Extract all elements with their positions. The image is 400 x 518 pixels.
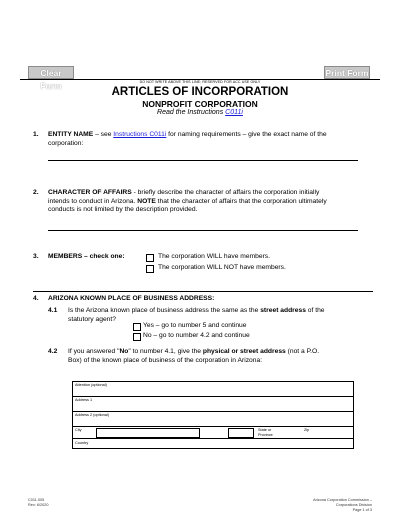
item4-label: ARIZONA KNOWN PLACE OF BUSINESS ADDRESS: (48, 295, 215, 302)
q41-no-label: No – go to number 4.2 and continue (143, 332, 250, 339)
city-field[interactable] (96, 428, 200, 438)
reserved-notice: DO NOT WRITE ABOVE THIS LINE; RESERVED FOR ACC USE ONLY (139, 80, 261, 84)
clear-form-button[interactable]: Clear Form (28, 66, 74, 79)
state-field[interactable] (228, 428, 254, 438)
item1-text: ENTITY NAME – see Instructions C011i for naming requirements – give the exact name of the corporation: (48, 131, 327, 147)
q41-number: 4.1 (48, 307, 58, 314)
item2-number: 2. (33, 189, 39, 196)
section-divider (33, 291, 373, 292)
q41-text: Is the Arizona known place of business address the same as the street address of the statutory agent? (68, 307, 325, 323)
members-will-not-label: The corporation WILL NOT have members. (158, 264, 286, 271)
zip-label: Zip (304, 428, 310, 432)
item4-number: 4. (33, 295, 39, 302)
q41-no-checkbox[interactable] (133, 333, 141, 341)
page-subtitle: NONPROFIT CORPORATION (142, 99, 258, 109)
item2-text: CHARACTER OF AFFAIRS - briefly describe the character of affairs the corporation initially intends to conduct in Arizona. NOTE that the character of affairs that the corporation ultimately conducts is not limited by the description provided. (48, 189, 327, 214)
country-field[interactable] (96, 439, 352, 448)
address2-label: Address 2 (optional) (75, 413, 109, 417)
character-of-affairs-field[interactable] (48, 230, 358, 231)
q42-number: 4.2 (48, 348, 58, 355)
footer-agency: Arizona Corporation Commission – Corporations Division Page 1 of 3 (313, 498, 372, 512)
page-title: ARTICLES OF INCORPORATION (111, 86, 289, 98)
instructions-c011i-link[interactable]: Instructions C011i (113, 131, 167, 138)
instructions-link[interactable]: C011i (225, 109, 243, 116)
address2-field[interactable] (72, 411, 354, 426)
state-label: State or Province (258, 428, 273, 437)
entity-name-field[interactable] (48, 160, 358, 161)
q41-yes-checkbox[interactable] (133, 323, 141, 331)
address1-label: Address 1 (75, 398, 93, 402)
members-will-not-checkbox[interactable] (146, 265, 154, 273)
footer-form-id: C011.005 Rev: 6/2020 (28, 498, 49, 507)
q42-text: If you answered "No" to number 4.1, give the physical or street address (not a P.O. Box) of the known place of business of the corporation in Arizona: (68, 348, 320, 364)
attention-label: Attention (optional) (75, 383, 107, 387)
print-form-button[interactable]: Print Form (325, 68, 369, 78)
instructions-line: Read the Instructions C011i (157, 109, 243, 116)
attention-field[interactable] (72, 381, 354, 396)
item1-number: 1. (33, 131, 39, 138)
members-will-label: The corporation WILL have members. (158, 253, 271, 260)
zip-field[interactable] (312, 428, 352, 438)
address-row-divider-3 (72, 426, 354, 427)
item3-number: 3. (33, 253, 39, 260)
members-will-checkbox[interactable] (146, 254, 154, 262)
q41-yes-label: Yes – go to number 5 and continue (143, 322, 247, 329)
city-label: City (75, 428, 82, 432)
item3-label: MEMBERS – check one: (48, 253, 125, 260)
country-label: Country (75, 441, 89, 445)
address1-field[interactable] (72, 396, 354, 411)
